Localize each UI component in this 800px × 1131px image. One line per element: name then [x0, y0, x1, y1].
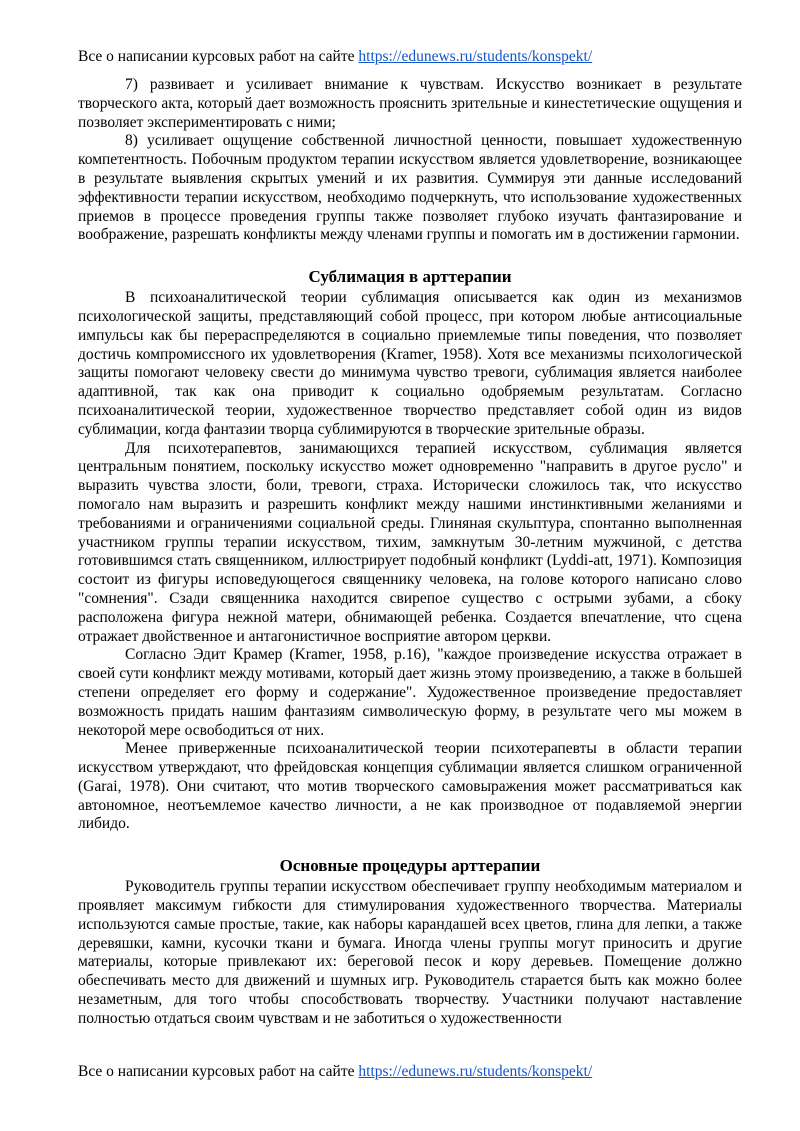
paragraph-kramer: Согласно Эдит Крамер (Kramer, 1958, p.16), "каждое произведение искусства отражает в своей сути конфликт между мотивами, который дает жизнь этому произведению, а также в большей степени определяет его форму и содержание". Художественное произведение предоставляет возможность придать нашим фантазиям символическую форму, в результате чего мы можем в некоторой мере освободиться от них. — [78, 646, 742, 739]
header-link[interactable]: https://edunews.ru/students/konspekt/ — [358, 48, 593, 65]
section-heading-sublimation: Сублимация в арттерапии — [308, 267, 512, 287]
page-header — [78, 47, 738, 67]
page-footer — [78, 1062, 738, 1082]
paragraph-7: 7) развивает и усиливает внимание к чувствам. Искусство возникает в результате творческого акта, который дает возможность прояснить зрительные и кинестетические ощущения и позволяет экспериментировать с ними; — [78, 76, 742, 131]
paragraph-sublimation-intro: В психоаналитической теории сублимация описывается как один из механизмов психологической защиты, представляющий собой процесс, при котором любые антисоциальные импульсы как бы перераспределяются в социально приемлемые типы поведения, что позволяет достичь компромиссного их удовлетворения (Kramer, 1958). Хотя все механизмы психологической защиты помогают человеку свести до минимума чувство тревоги, сублимация является наиболее адаптивной, так как она приводит к социально одобряемым результатам. Согласно психоаналитической теории, художественное творчество представляет собой один из видов сублимации, когда фантазии творца сублимируются в творческие зрительные образы. — [78, 289, 742, 438]
footer-text: Все о написании курсовых работ на сайте — [78, 1063, 359, 1080]
document-body — [78, 76, 742, 1029]
footer-link[interactable]: https://edunews.ru/students/konspekt/ — [358, 1063, 593, 1080]
section-heading-procedures: Основные процедуры арттерапии — [279, 856, 541, 876]
header-text: Все о написании курсовых работ на сайте — [78, 48, 359, 65]
paragraph-procedures: Руководитель группы терапии искусством обеспечивает группу необходимым материалом и проявляет максимум гибкости для стимулирования художественного творчества. Материалы используются самые простые, такие, как наборы карандашей всех цветов, глина для лепки, а также деревяшки, камни, кусочки ткани и бумага. Иногда члены группы могут приносить и другие материалы, которые привлекают их: береговой песок и кору деревьев. Помещение должно обеспечивать место для движений и шумных игр. Руководитель старается быть как можно более незаметным, для того чтобы способствовать творчеству. Участники получают наставление полностью отдаться своим чувствам и не заботиться о художественности — [78, 878, 742, 1027]
paragraph-garai: Менее приверженные психоаналитической теории психотерапевты в области терапии искусством утверждают, что фрейдовская концепция сублимации является слишком ограниченной (Garai, 1978). Они считают, что мотив творческого самовыражения может рассматриваться как автономное, неотъемлемое качество личности, а не как производное от подавляемой энергии либидо. — [78, 740, 742, 833]
paragraph-8: 8) усиливает ощущение собственной личностной ценности, повышает художественную компетентность. Побочным продуктом терапии искусством является удовлетворение, возникающее в результате выявления скрытых умений и их развития. Суммируя эти данные исследований эффективности терапии искусством, необходимо подчеркнуть, что использование художественных приемов в процессе проведения группы также позволяет глубоко изучать фантазирование и воображение, разрешать конфликты между членами группы и помогать им в достижении гармонии. — [78, 132, 742, 244]
paragraph-psychotherapists: Для психотерапевтов, занимающихся терапией искусством, сублимация является центральным понятием, поскольку искусство может одновременно "направить в другое русло" и выразить чувства злости, боли, тревоги, страха. Исторически сложилось так, что искусство помогало нам выразить и разрешить конфликт между нашими инстинктивными желаниями и требованиями и ограничениями социальной среды. Глиняная скульптура, спонтанно выполненная участником группы терапии искусством, тихим, замкнутым 30-летним мужчиной, с детства готовившимся стать священником, иллюстрирует подобный конфликт (Lyddi-att, 1971). Композиция состоит из фигуры исповедующегося священнику человека, на голове которого написано слово "сомнения". Сзади священника находится свирепое существо с острыми зубами, а сбоку расположена фигура нежной матери, обнимающей ребенка. Создается впечатление, что сцена отражает двойственное и антагонистичное восприятие автором церкви. — [78, 439, 742, 645]
